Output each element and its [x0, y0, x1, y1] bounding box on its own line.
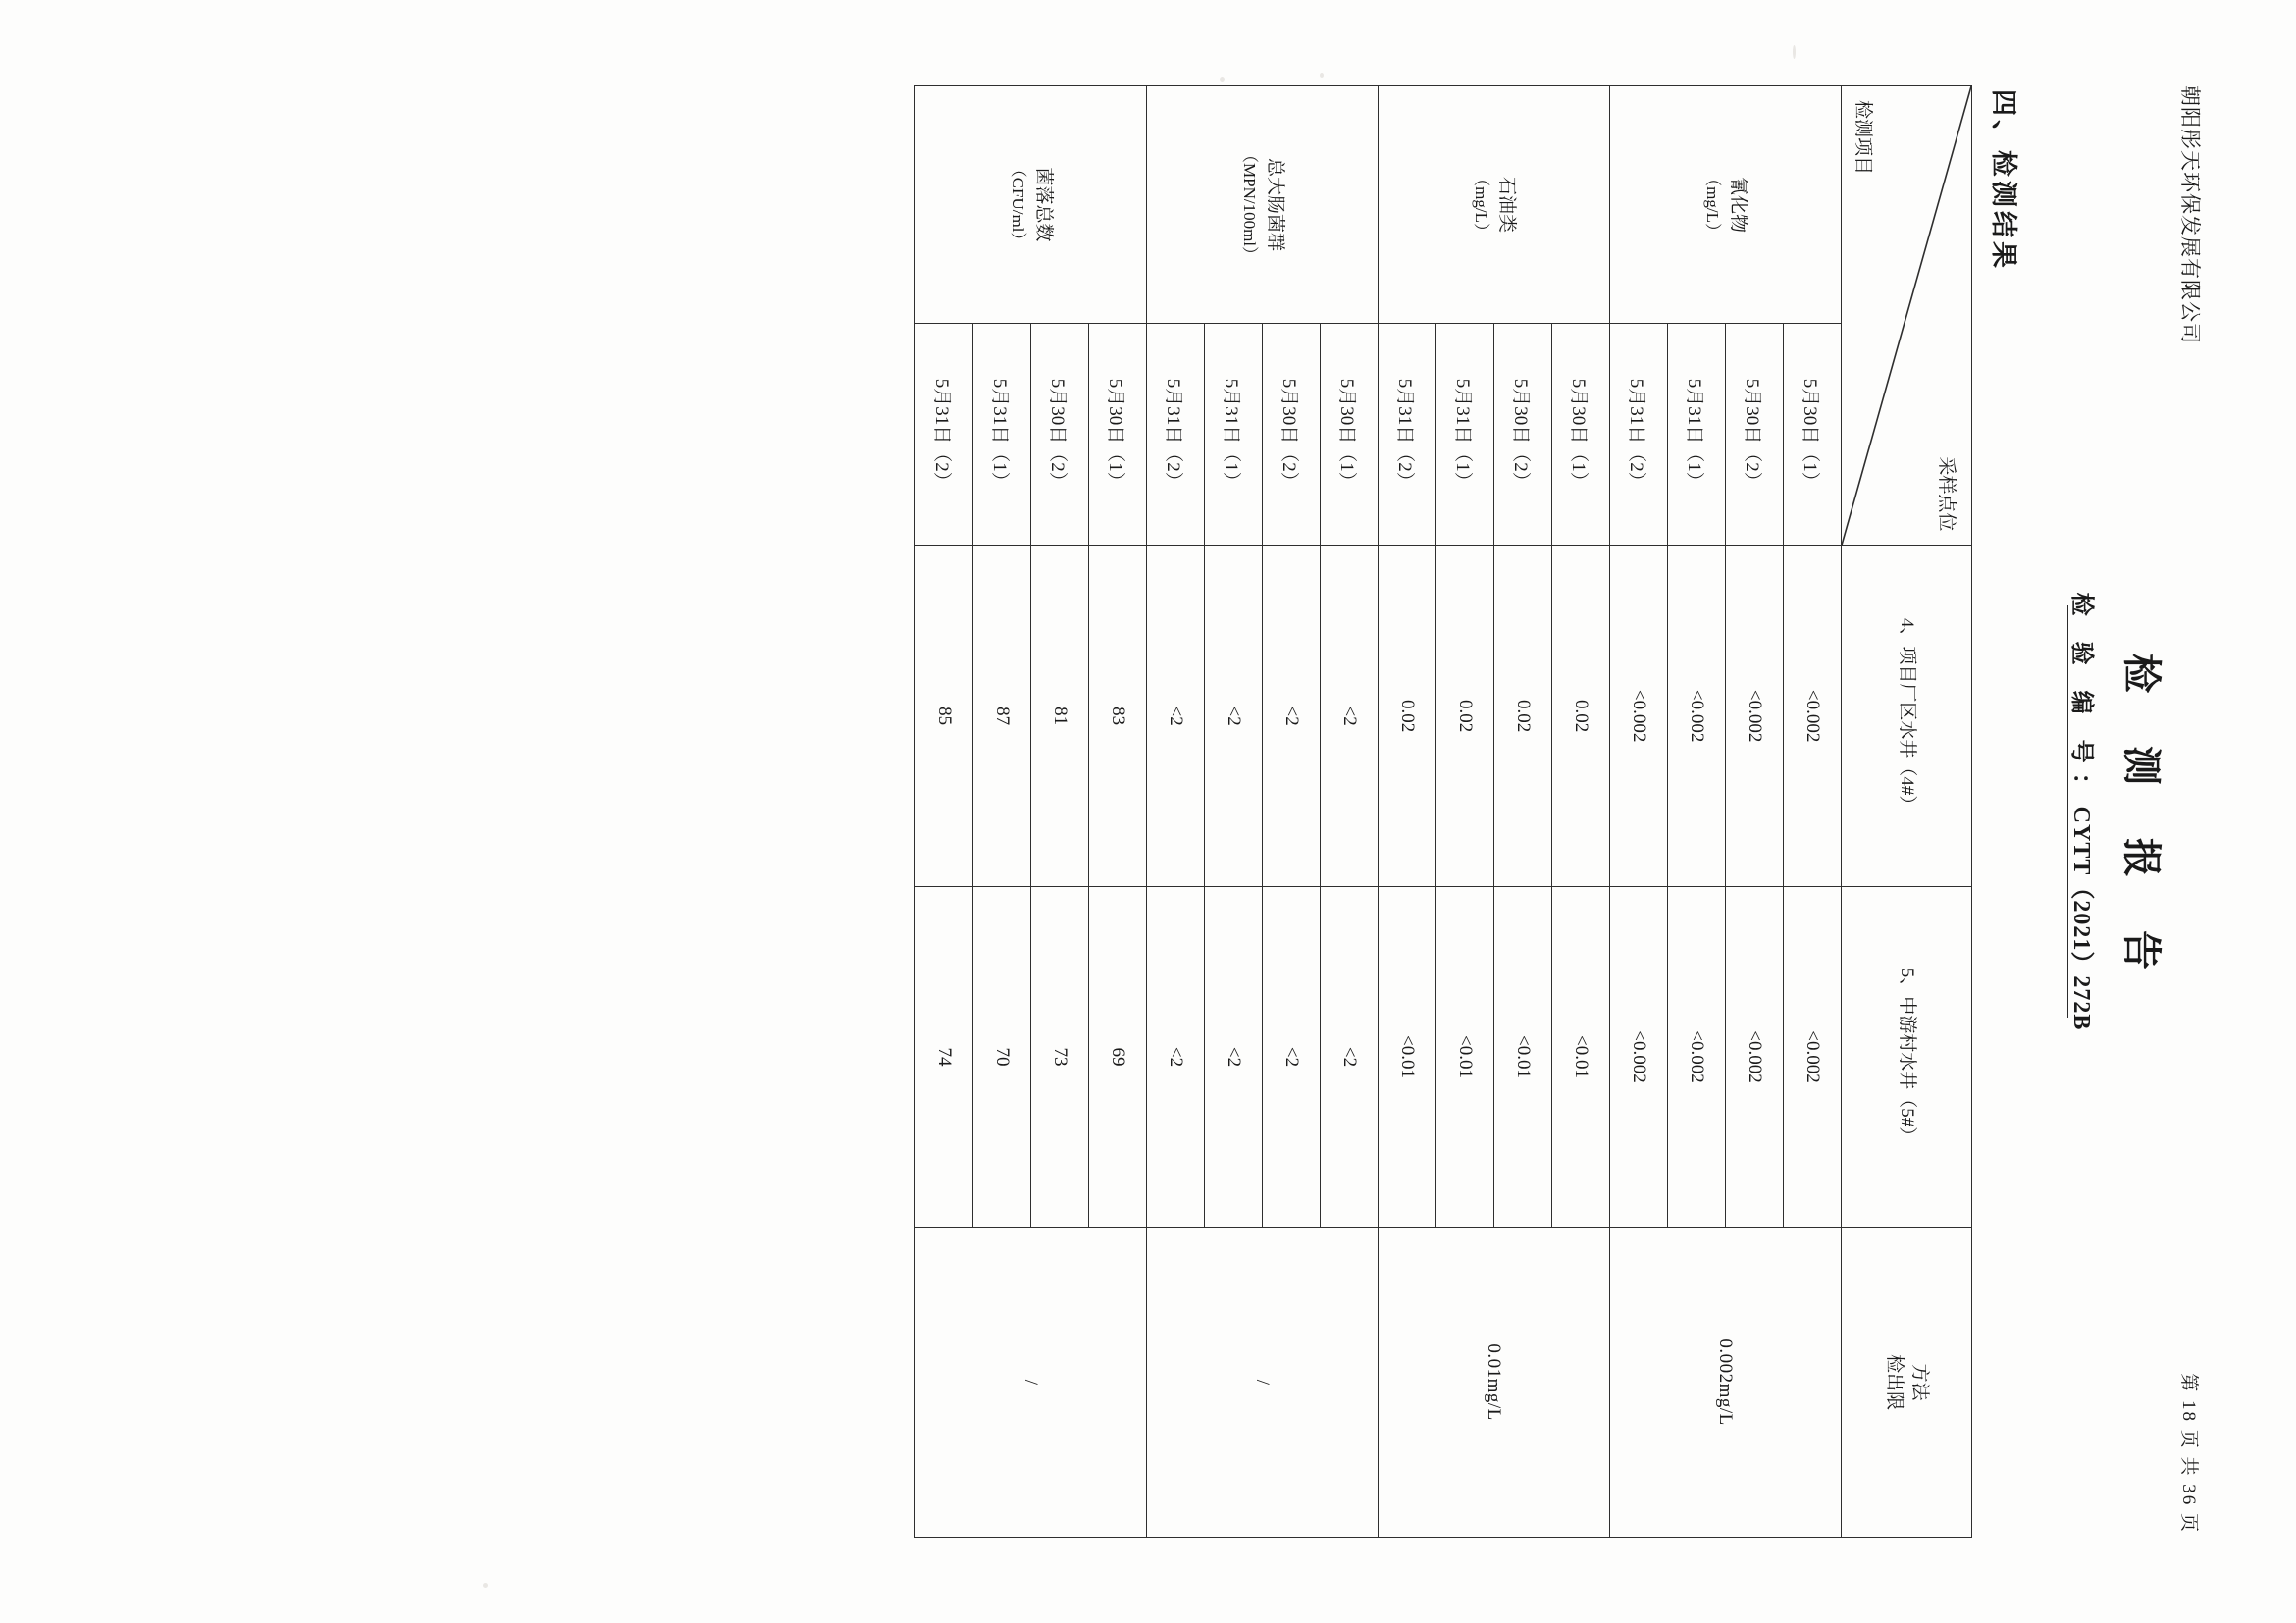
- item-unit: （MPN/100ml）: [1240, 146, 1260, 264]
- sampling-time-cell: 5月31日（1）: [1205, 324, 1263, 546]
- value-cell-site5: <0.01: [1379, 886, 1436, 1227]
- report-number-underline: [2067, 605, 2068, 1018]
- sampling-time-cell: 5月30日（1）: [1784, 324, 1842, 546]
- sampling-time-cell: 5月31日（2）: [1379, 324, 1436, 546]
- value-cell-site4: <2: [1263, 546, 1321, 886]
- report-number-label: 检 验 编 号：: [2068, 592, 2094, 807]
- value-cell-site4: <0.002: [1726, 546, 1784, 886]
- value-cell-site4: 81: [1031, 546, 1089, 886]
- sampling-time-cell: 5月31日（1）: [1436, 324, 1494, 546]
- row-header-item: [915, 86, 1147, 324]
- report-title: 检 测 报 告: [2119, 654, 2164, 991]
- section-heading: 四、检测结果: [1989, 89, 2018, 272]
- item-unit: （CFU/ml）: [1009, 160, 1028, 249]
- company-name: 朝阳彤天环保发展有限公司: [2178, 85, 2202, 344]
- value-cell-site4: <2: [1147, 546, 1205, 886]
- item-name: 总大肠菌群: [1264, 158, 1285, 252]
- table-header-row: [1842, 86, 1972, 1538]
- table-body: [915, 86, 1842, 1538]
- corner-label-item: 检测项目: [1852, 100, 1873, 176]
- value-cell-site5: 73: [1031, 886, 1089, 1227]
- value-cell-site5: <0.01: [1552, 886, 1610, 1227]
- sampling-time-cell: 5月31日（1）: [1668, 324, 1726, 546]
- detection-limit-cell: 0.002mg/L: [1610, 1228, 1842, 1538]
- value-cell-site5: <2: [1263, 886, 1321, 1227]
- value-cell-site4: <2: [1321, 546, 1379, 886]
- detection-limit-cell: /: [915, 1228, 1147, 1538]
- value-cell-site5: <2: [1205, 886, 1263, 1227]
- value-cell-site5: 70: [973, 886, 1031, 1227]
- limit-header-line1: 方法: [1908, 1363, 1930, 1401]
- value-cell-site5: <0.002: [1726, 886, 1784, 1227]
- scan-speck: [1320, 73, 1324, 78]
- value-cell-site4: <2: [1205, 546, 1263, 886]
- sampling-time-cell: 5月30日（1）: [1321, 324, 1379, 546]
- value-cell-site5: <2: [1147, 886, 1205, 1227]
- column-header-limit: [1842, 1228, 1972, 1538]
- corner-header-cell: [1842, 86, 1972, 546]
- value-cell-site5: 69: [1089, 886, 1147, 1227]
- row-header-item: [1610, 86, 1842, 324]
- value-cell-site5: <0.002: [1784, 886, 1842, 1227]
- table-row: [1089, 86, 1147, 1538]
- sampling-time-cell: 5月30日（2）: [1031, 324, 1089, 546]
- document-header: [1992, 46, 2218, 1577]
- detection-limit-cell: /: [1147, 1228, 1379, 1538]
- sampling-time-cell: 5月30日（1）: [1552, 324, 1610, 546]
- detection-limit-cell: 0.01mg/L: [1379, 1228, 1610, 1538]
- column-header-site5: 5、中游村水井（5#）: [1842, 886, 1972, 1227]
- value-cell-site4: 0.02: [1494, 546, 1552, 886]
- scan-speck: [1793, 45, 1796, 59]
- row-header-item: [1147, 86, 1379, 324]
- report-number-value: CYTT（2021）272B: [2068, 806, 2094, 1031]
- value-cell-site5: <0.01: [1436, 886, 1494, 1227]
- table-row: [1784, 86, 1842, 1538]
- value-cell-site5: <0.01: [1494, 886, 1552, 1227]
- value-cell-site4: <0.002: [1668, 546, 1726, 886]
- value-cell-site5: <2: [1321, 886, 1379, 1227]
- table-head: [1842, 86, 1972, 1538]
- scan-speck: [483, 1583, 488, 1588]
- value-cell-site5: 74: [915, 886, 973, 1227]
- table-row: [1552, 86, 1610, 1538]
- results-table: [914, 85, 1972, 1538]
- sampling-time-cell: 5月30日（1）: [1089, 324, 1147, 546]
- value-cell-site4: 0.02: [1379, 546, 1436, 886]
- value-cell-site4: 0.02: [1552, 546, 1610, 886]
- sampling-time-cell: 5月31日（2）: [915, 324, 973, 546]
- document-page: [78, 46, 2218, 1577]
- results-table-wrapper: [914, 85, 1972, 1538]
- page-number: 第 18 页 共 36 页: [2178, 1373, 2199, 1534]
- sampling-time-cell: 5月30日（2）: [1494, 324, 1552, 546]
- value-cell-site4: 0.02: [1436, 546, 1494, 886]
- sampling-time-cell: 5月31日（2）: [1147, 324, 1205, 546]
- limit-header-line2: 检出限: [1884, 1354, 1905, 1411]
- report-number: [2067, 46, 2102, 1577]
- sampling-time-cell: 5月31日（1）: [973, 324, 1031, 546]
- value-cell-site5: <0.002: [1610, 886, 1668, 1227]
- item-name: 氰化物: [1727, 177, 1748, 234]
- row-header-item: [1379, 86, 1610, 324]
- value-cell-site4: 87: [973, 546, 1031, 886]
- table-row: [1321, 86, 1379, 1538]
- sampling-time-cell: 5月30日（2）: [1726, 324, 1784, 546]
- sampling-time-cell: 5月30日（2）: [1263, 324, 1321, 546]
- value-cell-site4: <0.002: [1784, 546, 1842, 886]
- value-cell-site5: <0.002: [1668, 886, 1726, 1227]
- value-cell-site4: 83: [1089, 546, 1147, 886]
- scan-speck: [1220, 77, 1225, 82]
- column-header-site4: 4、项目厂区水井（4#）: [1842, 546, 1972, 886]
- item-name: 石油类: [1495, 177, 1517, 234]
- corner-label-site: 采样点位: [1936, 456, 1957, 532]
- value-cell-site4: <0.002: [1610, 546, 1668, 886]
- item-name: 菌落总数: [1032, 167, 1054, 242]
- item-unit: （mg/L）: [1472, 170, 1491, 239]
- value-cell-site4: 85: [915, 546, 973, 886]
- sampling-time-cell: 5月31日（2）: [1610, 324, 1668, 546]
- item-unit: （mg/L）: [1703, 170, 1723, 239]
